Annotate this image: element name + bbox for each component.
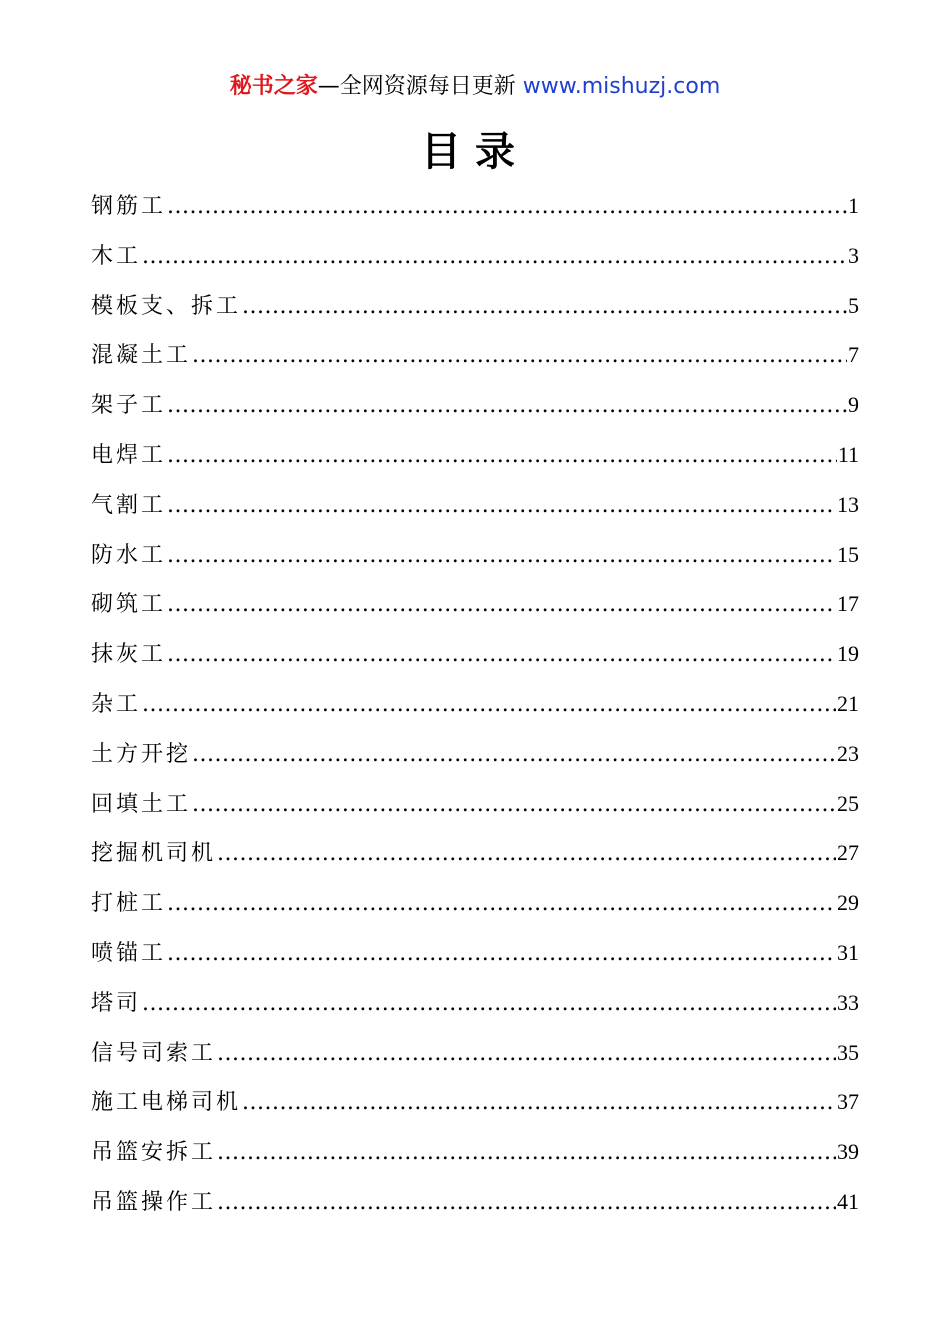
toc-entry-title: 土方开挖 (91, 741, 192, 767)
toc-entry-page-number: 9 (848, 392, 859, 418)
toc-dot-leader (217, 1131, 836, 1175)
toc-dot-leader (167, 384, 847, 428)
toc-entry[interactable] (91, 284, 859, 334)
toc-entry-page-number: 37 (837, 1089, 859, 1115)
toc-entry-title: 吊篮安拆工 (91, 1140, 217, 1166)
toc-entry-page-number: 19 (837, 641, 859, 667)
toc-entry[interactable] (91, 184, 859, 234)
toc-entry-title: 模板支、拆工 (91, 293, 242, 319)
toc-entry-page-number: 13 (837, 491, 859, 517)
toc-dot-leader (167, 932, 836, 976)
toc-entry-page-number: 27 (837, 840, 859, 866)
toc-entry-title: 钢筋工 (91, 194, 167, 219)
toc-dot-leader (242, 285, 847, 329)
toc-entry-page-number: 5 (848, 292, 859, 318)
toc-dot-leader (167, 534, 836, 578)
toc-dot-leader (167, 434, 837, 478)
toc-entry[interactable] (91, 732, 859, 782)
toc-entry[interactable] (91, 782, 859, 832)
toc-entry-title: 防水工 (91, 542, 167, 568)
toc-dot-leader (142, 982, 836, 1026)
toc-entry[interactable] (91, 533, 859, 583)
toc-entry-title: 打桩工 (91, 891, 167, 917)
toc-entry[interactable] (91, 483, 859, 533)
page-title: 目录 (421, 128, 529, 175)
toc-entry-title: 混凝土工 (91, 343, 192, 369)
toc-entry-page-number: 17 (837, 591, 859, 617)
header-tagline: —全网资源每日更新 (317, 74, 516, 99)
toc-entry-title: 施工电梯司机 (91, 1090, 242, 1116)
toc-dot-leader (142, 683, 836, 727)
toc-dot-leader (217, 1032, 836, 1076)
toc-entry[interactable] (91, 1031, 859, 1081)
toc-entry-title: 挖掘机司机 (91, 841, 217, 867)
toc-entry-page-number: 23 (837, 740, 859, 766)
table-of-contents (91, 184, 859, 1230)
toc-entry-title: 塔司 (91, 990, 142, 1016)
toc-entry-page-number: 31 (837, 939, 859, 965)
toc-dot-leader (217, 1181, 836, 1225)
toc-entry[interactable] (91, 831, 859, 881)
toc-entry[interactable] (91, 333, 859, 383)
toc-entry[interactable] (91, 931, 859, 981)
toc-entry-title: 电焊工 (91, 442, 167, 468)
toc-entry-title: 杂工 (91, 691, 142, 717)
toc-dot-leader (192, 334, 847, 378)
toc-entry[interactable] (91, 1180, 859, 1230)
toc-entry[interactable] (91, 1080, 859, 1130)
toc-entry-page-number: 39 (837, 1139, 859, 1165)
toc-entry-page-number: 11 (837, 441, 859, 467)
toc-entry[interactable] (91, 383, 859, 433)
toc-dot-leader (167, 185, 847, 229)
toc-entry-page-number: 21 (837, 690, 859, 716)
toc-dot-leader (242, 1081, 836, 1125)
toc-entry-title: 信号司索工 (91, 1040, 217, 1066)
toc-entry-title: 喷锚工 (91, 940, 167, 966)
toc-dot-leader (217, 832, 836, 876)
toc-dot-leader (167, 633, 836, 677)
toc-entry[interactable] (91, 881, 859, 931)
toc-dot-leader (167, 882, 836, 926)
site-header (0, 70, 950, 104)
toc-entry-page-number: 25 (837, 790, 859, 816)
site-url-link[interactable]: www.mishuzj.com (522, 74, 721, 99)
toc-entry-page-number: 41 (837, 1188, 859, 1214)
toc-entry-page-number: 7 (848, 342, 859, 368)
toc-dot-leader (192, 783, 836, 827)
toc-entry[interactable] (91, 582, 859, 632)
brand-name: 秘书之家 (229, 74, 318, 99)
toc-entry-page-number: 3 (848, 242, 859, 268)
toc-entry-page-number: 1 (848, 193, 859, 218)
toc-entry-page-number: 29 (837, 890, 859, 916)
toc-dot-leader (167, 583, 836, 627)
toc-entry[interactable] (91, 234, 859, 284)
toc-entry-title: 抹灰工 (91, 642, 167, 668)
toc-entry-title: 回填土工 (91, 791, 192, 817)
toc-entry-title: 吊篮操作工 (91, 1189, 217, 1215)
toc-dot-leader (142, 235, 847, 279)
toc-entry[interactable] (91, 1130, 859, 1180)
toc-entry-page-number: 35 (837, 1039, 859, 1065)
toc-entry-page-number: 33 (837, 989, 859, 1015)
toc-dot-leader (192, 733, 836, 777)
toc-entry[interactable] (91, 682, 859, 732)
toc-entry-title: 气割工 (91, 492, 167, 518)
toc-entry-title: 砌筑工 (91, 592, 167, 618)
toc-entry-title: 架子工 (91, 393, 167, 419)
toc-entry-title: 木工 (91, 243, 142, 269)
toc-entry[interactable] (91, 433, 859, 483)
toc-dot-leader (167, 484, 836, 528)
toc-entry[interactable] (91, 981, 859, 1031)
toc-entry-page-number: 15 (837, 541, 859, 567)
toc-entry[interactable] (91, 632, 859, 682)
